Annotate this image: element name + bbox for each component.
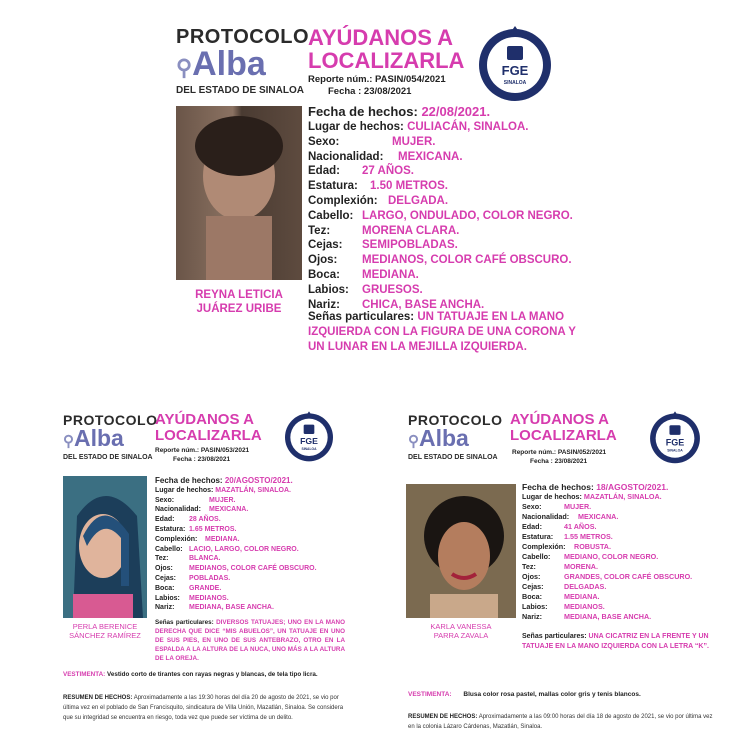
logo-protocolo-text: PROTOCOLO — [63, 412, 158, 428]
detail-ojos: Ojos: MEDIANOS, COLOR CAFÉ OBSCURO. — [155, 565, 317, 573]
distinguishing-marks: Señas particulares: UNA CICATRIZ EN LA FRENTE Y UN TATUAJE EN LA MANO IZQUIERDA CON LA LETRA “K”. — [522, 633, 709, 650]
pin-icon: ⚲ — [408, 433, 419, 450]
detail-labios: Labios: MEDIANOS. — [522, 602, 605, 611]
detail-tez: Tez: BLANCA. — [155, 555, 221, 563]
detail-sexo: Sexo: MUJER. — [155, 496, 236, 504]
detail-fecha-hechos: Fecha de hechos: 22/08/2021. — [308, 104, 491, 119]
detail-cejas: Cejas: SEMIPOBLADAS. — [308, 239, 458, 252]
detail-complexion: Complexión: DELGADA. — [308, 194, 449, 207]
distinguishing-marks: Señas particulares: UN TATUAJE EN LA MANO IZQUIERDA CON LA FIGURA DE UNA CORONA Y UN LUNAR EN LA MEJILLA IZQUIERDA. — [308, 311, 576, 353]
detail-complexion: Complexión: MEDIANA. — [155, 535, 240, 543]
detail-cejas: Cejas: DELGADAS. — [522, 582, 607, 591]
svg-text:FGE: FGE — [665, 437, 685, 448]
detail-complexion: Complexión: ROBUSTA. — [522, 542, 611, 551]
headline: AYÚDANOS A LOCALIZARLA — [155, 411, 262, 444]
detail-estatura: Estatura: 1.50 METROS. — [308, 180, 448, 193]
poster-karla-vanessa — [400, 400, 730, 750]
logo-estado-text: DEL ESTADO DE SINALOA — [63, 454, 153, 461]
person-details — [308, 104, 573, 312]
logo-alba-text: ⚲Alba — [176, 45, 266, 83]
fge-seal-icon — [648, 408, 702, 466]
detail-fecha-hechos: Fecha de hechos: 18/AGOSTO/2021. — [522, 482, 669, 492]
detail-boca: Boca: MEDIANA. — [308, 268, 419, 281]
logo-alba-text: ⚲Alba — [63, 425, 124, 451]
protocolo-alba-logo — [408, 412, 502, 461]
detail-cabello: Cabello: LARGO, ONDULADO, COLOR NEGRO. — [308, 209, 573, 222]
detail-cejas: Cejas: POBLADAS. — [155, 574, 231, 582]
missing-person-photo — [406, 484, 516, 618]
svg-text:FGE: FGE — [501, 63, 529, 78]
detail-boca: Boca: MEDIANA. — [522, 592, 600, 601]
events-summary: RESUMEN DE HECHOS: Aproximadamente a las 09:00 horas del día 18 de agosto de 2021, se vio por última vez en la colonia Lázaro Cárdenas, Mazatlán, Sinaloa. — [408, 714, 713, 730]
logo-estado-text: DEL ESTADO DE SINALOA — [176, 85, 304, 96]
detail-cabello: Cabello: MEDIANO, COLOR NEGRO. — [522, 552, 659, 561]
detail-nacionalidad: Nacionalidad: MEXICANA. — [522, 512, 619, 521]
detail-lugar: Lugar de hechos: MAZATLÁN, SINALOA. — [522, 492, 662, 501]
detail-edad: Edad: 41 AÑOS. — [522, 522, 597, 531]
logo-alba-text: ⚲Alba — [408, 425, 469, 451]
svg-text:FGE: FGE — [300, 436, 318, 446]
person-name: KARLA VANESSA PARRA ZAVALA — [430, 622, 492, 641]
detail-lugar: Lugar de hechos: MAZATLÁN, SINALOA. — [155, 486, 291, 494]
detail-nariz: Nariz: MEDIANA, BASE ANCHA. — [522, 612, 652, 621]
detail-fecha-hechos: Fecha de hechos: 20/AGOSTO/2021. — [155, 476, 293, 485]
detail-labios: Labios: GRUESOS. — [308, 283, 423, 296]
person-name: REYNA LETICIA JUÁREZ URIBE — [195, 289, 283, 316]
detail-nacionalidad: Nacionalidad: MEXICANA. — [155, 506, 249, 514]
report-info: Reporte núm.: PASIN/054/2021 Fecha : 23/08/2021 — [308, 74, 446, 97]
clothing-description: VESTIMENTA: Blusa color rosa pastel, mallas color gris y tenis blancos. — [408, 691, 641, 698]
report-info: Reporte núm.: PASIN/052/2021 Fecha : 23/08/2021 — [512, 449, 607, 465]
person-details — [155, 476, 317, 613]
poster-perla-berenice — [55, 400, 355, 750]
pin-icon: ⚲ — [63, 433, 74, 450]
distinguishing-marks: Señas particulares: DIVERSOS TATUAJES; UNO EN LA MANO DERECHA QUE DICE “MIS ABUELOS”, UN TATUAJE EN UNO DE SUS PIES, EN UNO DE SUS ANTEBRAZO, OTRO EN LA ESPALDA A LA ALTURA DE LA NUCA, UNO MÁS A LA ALTURA DE LA OREJA. — [155, 619, 346, 662]
logo-protocolo-text: PROTOCOLO — [408, 412, 503, 428]
detail-edad: Edad: 27 AÑOS. — [308, 165, 414, 178]
protocolo-alba-logo — [176, 26, 309, 96]
logo-estado-text: DEL ESTADO DE SINALOA — [408, 454, 498, 461]
detail-ojos: Ojos: GRANDES, COLOR CAFÉ OBSCURO. — [522, 572, 693, 581]
missing-person-photo — [63, 476, 147, 618]
events-summary: RESUMEN DE HECHOS: Aproximadamente a las 19:30 horas del día 20 de agosto de 2021, se vio por última vez en el poblado de San Francisquito, sindicatura de Villa Unión, Mazatlán, Sinaloa. Se considera que su integridad se encuentra en riesgo, toda vez que puede ser víctima de un delito. — [63, 695, 344, 721]
detail-nariz: Nariz: MEDIANA, BASE ANCHA. — [155, 604, 274, 612]
fge-seal-icon — [283, 408, 335, 464]
clothing-description: VESTIMENTA: Vestido corto de tirantes con rayas negras y blancas, de tela tipo licra. — [63, 671, 318, 678]
detail-nacionalidad: Nacionalidad: MEXICANA. — [308, 150, 463, 163]
report-info: Reporte núm.: PASIN/053/2021 Fecha : 23/08/2021 — [155, 447, 250, 463]
detail-nariz: Nariz: CHICA, BASE ANCHA. — [308, 298, 485, 311]
detail-sexo: Sexo: MUJER. — [308, 135, 436, 148]
headline: AYÚDANOS A LOCALIZARLA — [308, 25, 465, 74]
protocolo-alba-logo — [63, 412, 157, 461]
detail-labios: Labios: MEDIANOS. — [155, 594, 229, 602]
detail-tez: Tez: MORENA. — [522, 562, 598, 571]
person-details — [522, 482, 692, 622]
detail-estatura: Estatura: 1.55 METROS. — [522, 532, 613, 541]
svg-text:SINALOA: SINALOA — [667, 448, 683, 453]
detail-ojos: Ojos: MEDIANOS, COLOR CAFÉ OBSCURO. — [308, 254, 572, 267]
detail-estatura: Estatura: 1.65 METROS. — [155, 525, 237, 533]
fge-seal-icon — [476, 22, 554, 104]
detail-boca: Boca: GRANDE. — [155, 584, 222, 592]
logo-protocolo-text: PROTOCOLO — [176, 26, 310, 48]
headline: AYÚDANOS A LOCALIZARLA — [510, 411, 617, 444]
detail-sexo: Sexo: MUJER. — [522, 502, 592, 511]
detail-cabello: Cabello: LACIO, LARGO, COLOR NEGRO. — [155, 545, 299, 553]
detail-tez: Tez: MORENA CLARA. — [308, 224, 460, 237]
detail-edad: Edad: 28 AÑOS. — [155, 516, 221, 524]
detail-lugar: Lugar de hechos: CULIACÁN, SINALOA. — [308, 121, 529, 133]
svg-text:SINALOA: SINALOA — [301, 447, 317, 451]
person-name: PERLA BERENICE SÁNCHEZ RAMÍREZ — [69, 622, 141, 641]
missing-person-photo — [176, 106, 302, 280]
pin-icon: ⚲ — [176, 55, 193, 80]
svg-text:SINALOA: SINALOA — [503, 80, 527, 86]
